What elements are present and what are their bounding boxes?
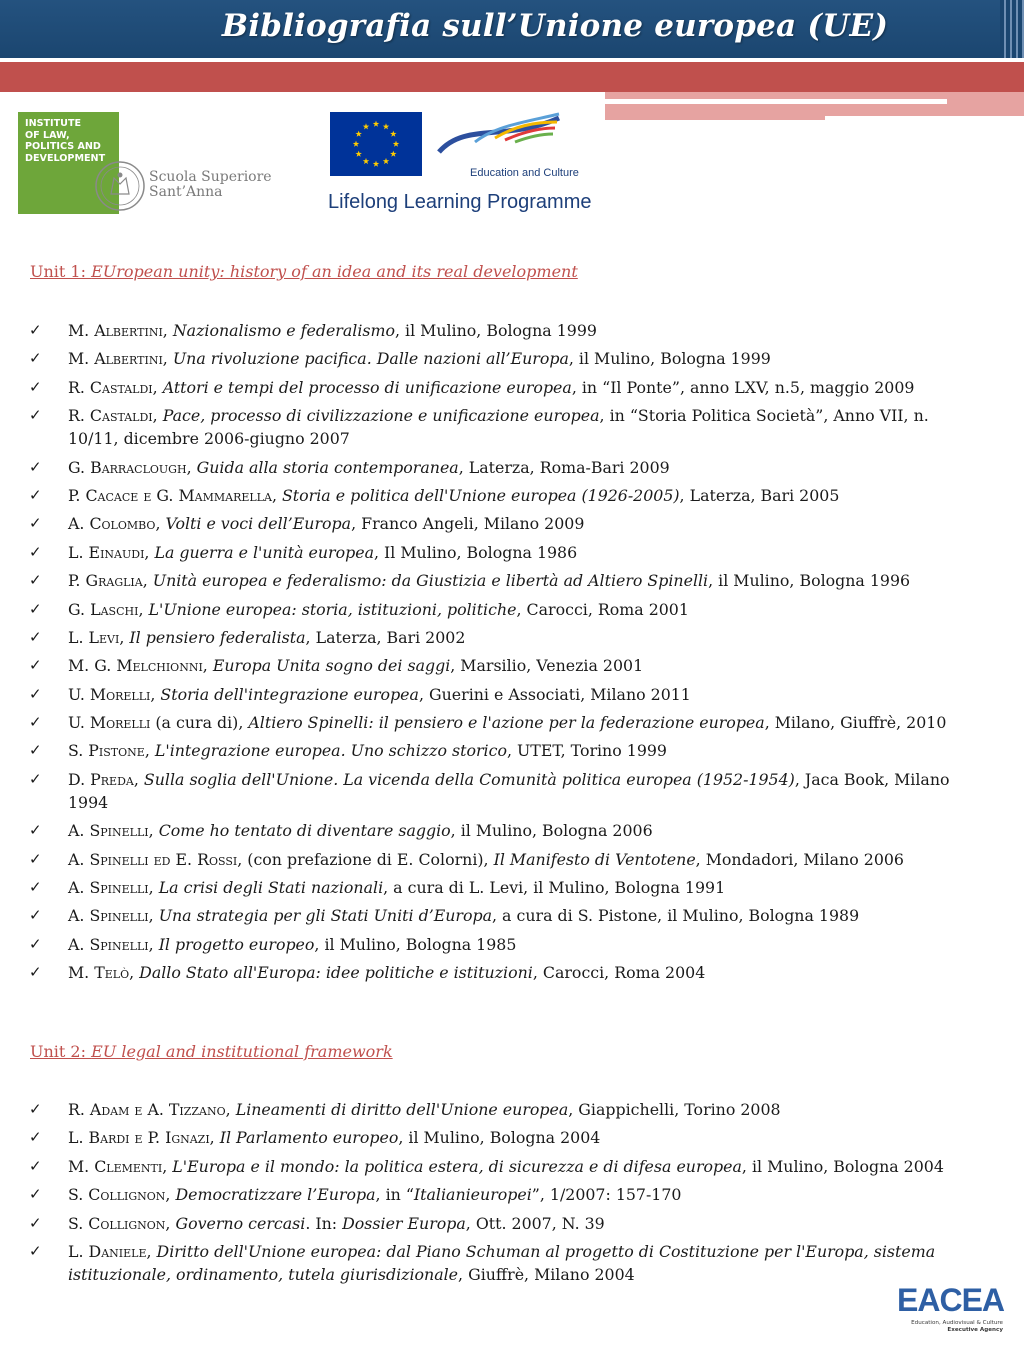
entry-work: La crisi degli Stati nazionali — [158, 878, 384, 898]
llp-swoosh-icon — [435, 112, 563, 164]
entry-publisher: , il Mulino, Bologna 2004 — [741, 1156, 944, 1176]
checkmark-icon: ✓ — [29, 406, 42, 425]
entry-author: M. Albertini — [68, 321, 163, 340]
checkmark-icon: ✓ — [29, 571, 42, 590]
bibliography-entry: ✓ A. Spinelli, Come ho tentato di diventare saggio, il Mulino, Bologna 2006 — [29, 821, 653, 841]
entry-publisher: , Ott. 2007, N. 39 — [465, 1213, 605, 1233]
entry-author: U. Morelli — [68, 684, 151, 704]
bibliography-entry: ✓ A. Spinelli, La crisi degli Stati nazionali, a cura di L. Levi, il Mulino, Bologna 1991 — [29, 878, 726, 898]
scuola-logo-text: Scuola Superiore Sant’Anna — [149, 169, 272, 200]
entry-work: Storia dell'integrazione europea — [160, 684, 419, 704]
entry-work: Guida alla storia contemporanea — [196, 457, 459, 477]
entry-author: G. Laschi — [68, 599, 139, 619]
entry-author: A. Spinelli ed E. Rossi — [68, 849, 238, 869]
entry-publisher: , Marsilio, Venezia 2001 — [450, 656, 644, 676]
bibliography-entry: ✓ S. Collignon, Governo cercasi. In: Dossier Europa, Ott. 2007, N. 39 — [29, 1213, 605, 1233]
header-red-band — [0, 62, 1024, 92]
entry-work: Volti e voci dell’Europa — [165, 514, 352, 534]
bibliography-entry: ✓ M. Albertini, Una rivoluzione pacifica. Dalle nazioni all’Europa, il Mulino, Bologna 1999 — [29, 349, 771, 369]
bibliography-entry: ✓ L. Levi, Il pensiero federalista, Laterza, Bari 2002 — [29, 627, 466, 647]
entry-publisher: , a cura di L. Levi, il Mulino, Bologna 1991 — [383, 878, 726, 898]
ilpd-logo-text: INSTITUTE OF LAW, POLITICS AND DEVELOPMENT — [25, 118, 106, 164]
entry-work: Dallo Stato all'Europa: idee politiche e istituzioni — [139, 963, 533, 983]
entry-note: , (con prefazione di E. Colorni), — [237, 849, 494, 869]
checkmark-icon: ✓ — [29, 741, 42, 760]
checkmark-icon: ✓ — [29, 1185, 42, 1204]
unit-1-bibliography — [0, 319, 1024, 990]
entry-author: M. Albertini — [68, 349, 163, 369]
checkmark-icon: ✓ — [29, 485, 42, 504]
page-title: Bibliografia sull’Unione europea (UE) — [221, 8, 889, 44]
bibliography-entry: ✓ A. Spinelli, Una strategia per gli Stati Uniti d’Europa, a cura di S. Pistone, il Mulino, Bologna 1989 — [29, 906, 860, 926]
entry-work: Europa Unita sogno dei saggi — [212, 656, 451, 676]
bibliography-entry: ✓ S. Collignon, Democratizzare l’Europa, in “Italianieuropei”, 1/2007: 157-170 — [29, 1185, 682, 1205]
entry-publisher: ”, 1/2007: 157-170 — [531, 1185, 682, 1205]
entry-work: Storia e politica dell'Unione europea (1926-2005) — [281, 485, 680, 505]
entry-author: P. Cacace e G. Mammarella — [68, 485, 272, 505]
bibliography-entry: ✓ G. Laschi, L'Unione europea: storia, istituzioni, politiche, Carocci, Roma 2001 — [29, 599, 689, 619]
entry-work: Diritto dell'Unione europea: dal Piano Schuman al progetto di Costituzione per l'Europa, sistema istituzionale, ordinamento, tutela giurisdizionale — [68, 1241, 936, 1284]
entry-author: L. Daniele — [68, 1241, 147, 1261]
entry-publisher: , Il Mulino, Bologna 1986 — [374, 542, 578, 562]
entry-author: P. Graglia — [68, 571, 143, 591]
eacea-logo — [893, 1282, 1003, 1340]
checkmark-icon: ✓ — [29, 963, 42, 982]
checkmark-icon: ✓ — [29, 514, 42, 533]
bibliography-entry: ✓ R. Adam e A. Tizzano, Lineamenti di diritto dell'Unione europea, Giappichelli, Torino 2008 — [29, 1100, 781, 1119]
entry-title: Governo cercasi — [175, 1213, 306, 1233]
entry-work: La guerra e l'unità europea — [154, 542, 374, 562]
entry-author: R. Adam e A. Tizzano — [68, 1100, 226, 1119]
bibliography-entry: ✓ A. Spinelli, Il progetto europeo, il Mulino, Bologna 1985 — [29, 934, 517, 954]
entry-publisher: , Carocci, Roma 2001 — [516, 599, 689, 619]
entry-author: M. G. Melchionni — [68, 656, 203, 676]
checkmark-icon: ✓ — [29, 906, 42, 925]
entry-note: (a cura di), — [150, 713, 249, 733]
entry-author: U. Morelli — [68, 713, 151, 733]
entry-publisher: , Giuffrè, Milano 2004 — [458, 1264, 635, 1284]
checkmark-icon: ✓ — [29, 1241, 42, 1260]
entry-publisher: , Milano, Giuffrè, 2010 — [764, 713, 947, 733]
entry-publisher: , Laterza, Bari 2002 — [305, 627, 466, 647]
checkmark-icon: ✓ — [29, 656, 42, 675]
checkmark-icon: ✓ — [29, 349, 42, 368]
checkmark-icon: ✓ — [29, 934, 42, 953]
entry-work: Lineamenti di diritto dell'Unione europea — [235, 1100, 569, 1119]
entry-publisher: , il Mulino, Bologna 2006 — [450, 821, 653, 841]
entry-work: Attori e tempi del processo di unificazione europea — [162, 377, 572, 397]
bibliography-entry: ✓ S. Pistone, L'integrazione europea. Uno schizzo storico, UTET, Torino 1999 — [29, 741, 667, 761]
entry-publisher: , il Mulino, Bologna 1985 — [314, 934, 517, 954]
bibliography-entry: ✓ R. Castaldi, Pace, processo di civilizzazione e unificazione europea, in “Storia Politica Società”, Anno VII, n. 10/11, dicembre 2006-giugno 2007 — [29, 406, 929, 449]
entry-publisher: , in “Il Ponte”, anno LXV, n.5, maggio 2009 — [571, 377, 915, 397]
entry-author: A. Spinelli — [68, 906, 149, 926]
eacea-subtitle: Education, Audiovisual & Culture Executive Agency — [911, 1320, 1003, 1333]
entry-publisher: , Mondadori, Milano 2006 — [695, 849, 904, 869]
entry-author: A. Colombo — [68, 514, 156, 534]
entry-author: R. Castaldi — [68, 406, 153, 426]
bibliography-entry: ✓ P. Cacace e G. Mammarella, Storia e politica dell'Unione europea (1926-2005), Laterza, Bari 2005 — [29, 485, 840, 505]
checkmark-icon: ✓ — [29, 769, 42, 788]
entry-author: A. Spinelli — [68, 878, 149, 898]
entry-author: S. Pistone — [68, 741, 145, 761]
checkmark-icon: ✓ — [29, 849, 42, 868]
header-divider — [605, 99, 947, 104]
checkmark-icon: ✓ — [29, 542, 42, 561]
checkmark-icon: ✓ — [29, 713, 42, 732]
checkmark-icon: ✓ — [29, 1100, 42, 1118]
entry-publisher: , Laterza, Bari 2005 — [679, 485, 840, 505]
entry-author: G. Barraclough — [68, 457, 187, 477]
bibliography-entry: ✓ M. G. Melchionni, Europa Unita sogno dei saggi, Marsilio, Venezia 2001 — [29, 656, 644, 676]
entry-publisher: , UTET, Torino 1999 — [506, 741, 667, 761]
entry-publisher: , il Mulino, Bologna 1996 — [708, 571, 911, 591]
header-notch — [825, 116, 1024, 122]
entry-work: Una strategia per gli Stati Uniti d’Europa — [158, 906, 493, 926]
entry-author: L. Bardi e P. Ignazi — [68, 1128, 210, 1148]
bibliography-entry: ✓ M. Albertini, Nazionalismo e federalismo, il Mulino, Bologna 1999 — [29, 321, 597, 340]
entry-title: Democratizzare l’Europa — [175, 1185, 376, 1205]
checkmark-icon: ✓ — [29, 1213, 42, 1232]
checkmark-icon: ✓ — [29, 377, 42, 396]
entry-publisher: , il Mulino, Bologna 2004 — [398, 1128, 601, 1148]
entry-publisher: , Laterza, Roma-Bari 2009 — [458, 457, 670, 477]
bibliography-entry: ✓ D. Preda, Sulla soglia dell'Unione. La vicenda della Comunità politica europea (1952-1954), Jaca Book, Milano 1994 — [29, 769, 950, 812]
entry-work: L'Europa e il mondo: la politica estera, di sicurezza e di difesa europea — [172, 1156, 742, 1176]
bibliography-entry: ✓ P. Graglia, Unità europea e federalismo: da Giustizia e libertà ad Altiero Spinelli, il Mulino, Bologna 1996 — [29, 571, 911, 591]
entry-publisher: , Giappichelli, Torino 2008 — [568, 1100, 781, 1119]
entry-work: Il Manifesto di Ventotene — [493, 849, 696, 869]
checkmark-icon: ✓ — [29, 1156, 42, 1175]
checkmark-icon: ✓ — [29, 321, 42, 339]
bibliography-entry: ✓ L. Bardi e P. Ignazi, Il Parlamento europeo, il Mulino, Bologna 2004 — [29, 1128, 601, 1148]
entry-work: Unità europea e federalismo: da Giustizia e libertà ad Altiero Spinelli — [152, 571, 709, 591]
entry-author: A. Spinelli — [68, 934, 149, 954]
entry-author: M. Clementi — [68, 1156, 163, 1176]
bibliography-entry: ✓ M. Clementi, L'Europa e il mondo: la politica estera, di sicurezza e di difesa europea, il Mulino, Bologna 2004 — [29, 1156, 944, 1176]
entry-author: A. Spinelli — [68, 821, 149, 841]
scuola-seal-icon — [94, 160, 146, 212]
bibliography-entry: ✓ L. Daniele, Diritto dell'Unione europea: dal Piano Schuman al progetto di Costituzione per l'Europa, sistema istituzionale, ordinamento, tutela giurisdizionale, Giuffrè, Milano 2004 — [29, 1241, 936, 1284]
entry-publisher: , a cura di S. Pistone, il Mulino, Bologna 1989 — [492, 906, 860, 926]
checkmark-icon: ✓ — [29, 627, 42, 646]
entry-publisher: , in “Storia Politica Società”, Anno VII, n. 10/11, dicembre 2006-giugno 2007 — [68, 406, 929, 449]
bibliography-entry: ✓ L. Einaudi, La guerra e l'unità europea, Il Mulino, Bologna 1986 — [29, 542, 578, 562]
entry-publisher: , Franco Angeli, Milano 2009 — [351, 514, 585, 534]
bibliography-entry: ✓ M. Telò, Dallo Stato all'Europa: idee politiche e istituzioni, Carocci, Roma 2004 — [29, 963, 706, 983]
entry-publisher: , il Mulino, Bologna 1999 — [568, 349, 771, 369]
entry-work: L'integrazione europea. Uno schizzo storico — [154, 741, 507, 761]
checkmark-icon: ✓ — [29, 821, 42, 840]
entry-work: Pace, processo di civilizzazione e unificazione europea — [162, 406, 600, 426]
bibliography-entry: ✓ R. Castaldi, Attori e tempi del processo di unificazione europea, in “Il Ponte”, anno LXV, n.5, maggio 2009 — [29, 377, 915, 397]
entry-author: L. Einaudi — [68, 542, 145, 562]
entry-author: L. Levi — [68, 627, 120, 647]
unit-1-heading: Unit 1: EUropean unity: history of an idea and its real development — [30, 262, 578, 281]
entry-work: Dossier Europa — [342, 1213, 466, 1233]
education-culture-label: Education and Culture — [470, 167, 579, 179]
eu-flag-icon — [330, 112, 422, 176]
entry-publisher: , Guerini e Associati, Milano 2011 — [418, 684, 691, 704]
entry-work: Il progetto europeo — [158, 934, 315, 954]
entry-note: . In: — [305, 1213, 343, 1233]
bibliography-entry: ✓ U. Morelli, Storia dell'integrazione europea, Guerini e Associati, Milano 2011 — [29, 684, 691, 704]
checkmark-icon: ✓ — [29, 684, 42, 703]
entry-work: Italianieuropei — [413, 1185, 532, 1205]
eacea-letters: EACEA — [897, 1282, 1005, 1318]
entry-work: Sulla soglia dell'Unione. La vicenda della Comunità politica europea (1952-1954) — [143, 769, 795, 789]
entry-note: , in “ — [375, 1185, 414, 1205]
lifelong-learning-label: Lifelong Learning Programme — [328, 191, 592, 213]
checkmark-icon: ✓ — [29, 457, 42, 476]
checkmark-icon: ✓ — [29, 878, 42, 897]
bibliography-entry: ✓ A. Colombo, Volti e voci dell’Europa, Franco Angeli, Milano 2009 — [29, 514, 585, 534]
entry-work: Altiero Spinelli: il pensiero e l'azione per la federazione europea — [248, 713, 765, 733]
entry-publisher: , Jaca Book, Milano 1994 — [68, 769, 950, 812]
entry-author: R. Castaldi — [68, 377, 153, 397]
unit-2-bibliography — [0, 1098, 1024, 1291]
bibliography-entry — [0, 848, 1024, 871]
entry-publisher: , Carocci, Roma 2004 — [532, 963, 706, 983]
entry-publisher: , il Mulino, Bologna 1999 — [394, 321, 597, 340]
entry-work: Il Parlamento europeo — [219, 1128, 399, 1148]
entry-author: M. Telò — [68, 963, 130, 983]
entry-work: L'Unione europea: storia, istituzioni, politiche — [148, 599, 517, 619]
entry-work: Il pensiero federalista — [129, 627, 306, 647]
checkmark-icon: ✓ — [29, 1128, 42, 1147]
bibliography-entry — [0, 711, 1024, 734]
entry-author: S. Collignon — [68, 1213, 166, 1233]
bibliography-entry: ✓ G. Barraclough, Guida alla storia contemporanea, Laterza, Roma-Bari 2009 — [29, 457, 670, 477]
entry-work: Come ho tentato di diventare saggio — [158, 821, 451, 841]
checkmark-icon: ✓ — [29, 599, 42, 618]
entry-work: Una rivoluzione pacifica. Dalle nazioni all’Europa — [172, 349, 569, 369]
entry-author: S. Collignon — [68, 1185, 166, 1205]
unit-2-heading: Unit 2: EU legal and institutional framework — [30, 1042, 393, 1061]
entry-work: Nazionalismo e federalismo — [172, 321, 395, 340]
entry-author: D. Preda — [68, 769, 134, 789]
